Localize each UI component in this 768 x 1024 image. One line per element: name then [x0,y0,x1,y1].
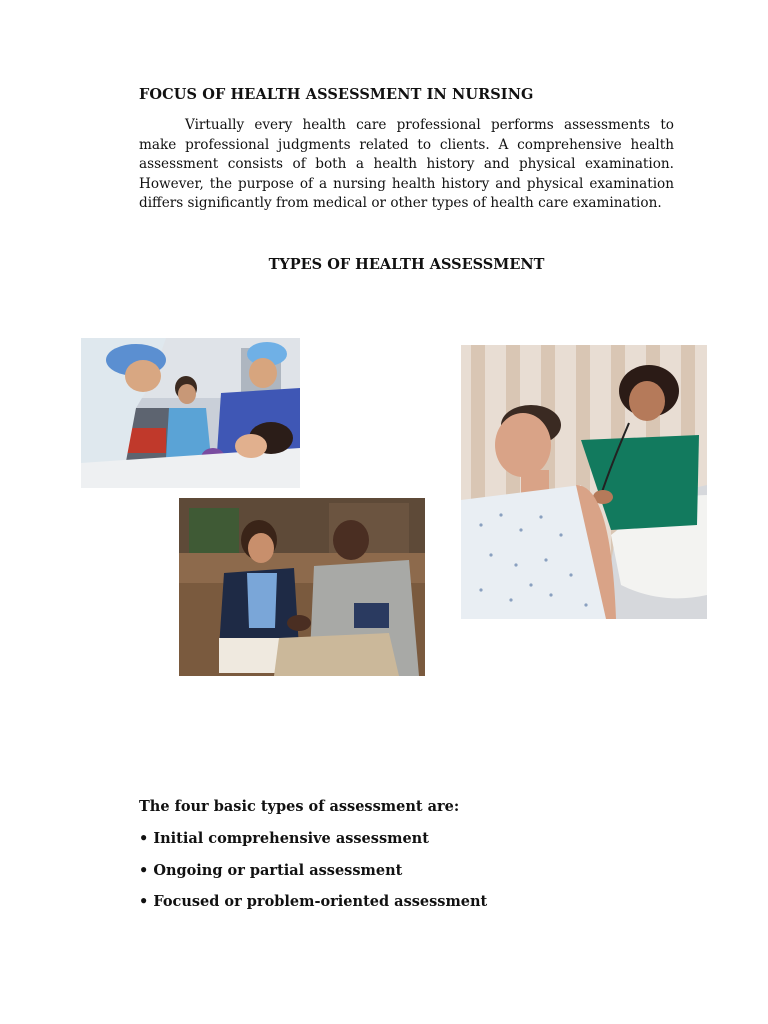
emergency-care-photo [81,338,300,488]
types-list [139,829,487,924]
stethoscope-exam-photo [461,345,707,619]
list-item: • Ongoing or partial assessment [139,861,403,879]
intro-paragraph: Virtually every health care professional performs assessments to make professional judgments related to clients. A comprehensive health assessment consists of both a health history and physical examination. However, the purpose of a nursing health history and physical examination differs significantly from medical or other types of health care examination. [139,117,674,211]
types-heading: TYPES OF HEALTH ASSESSMENT [268,256,545,273]
list-item: • Focused or problem-oriented assessment [139,893,488,910]
section-title: FOCUS OF HEALTH ASSESSMENT IN NURSING [139,86,534,103]
types-intro: The four basic types of assessment are: [139,798,460,815]
blood-pressure-photo [179,498,425,676]
list-item: • Initial comprehensive assessment [139,830,429,847]
